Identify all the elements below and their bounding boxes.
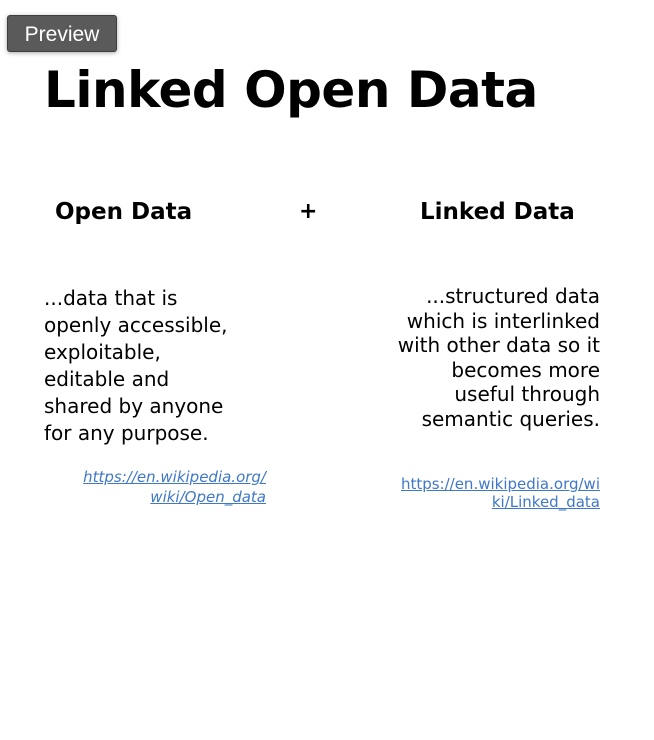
open-data-description: ...data that is openly accessible, exploitable, editable and shared by anyone for any purpose. <box>44 286 228 445</box>
linked-data-heading: Linked Data <box>420 199 575 225</box>
slide-title: Linked Open Data <box>44 61 538 119</box>
linked-data-description: ...structured data which is interlinked with other data so it becomes more useful through semantic queries. <box>397 284 600 431</box>
open-data-wikipedia-link[interactable]: https://en.wikipedia.org/ wiki/Open_data <box>83 468 266 506</box>
plus-sign: + <box>299 199 318 224</box>
linked-data-wikipedia-link[interactable]: https://en.wikipedia.org/wi ki/Linked_data <box>400 475 600 511</box>
preview-button[interactable]: Preview <box>7 15 117 52</box>
open-data-heading: Open Data <box>55 199 193 225</box>
